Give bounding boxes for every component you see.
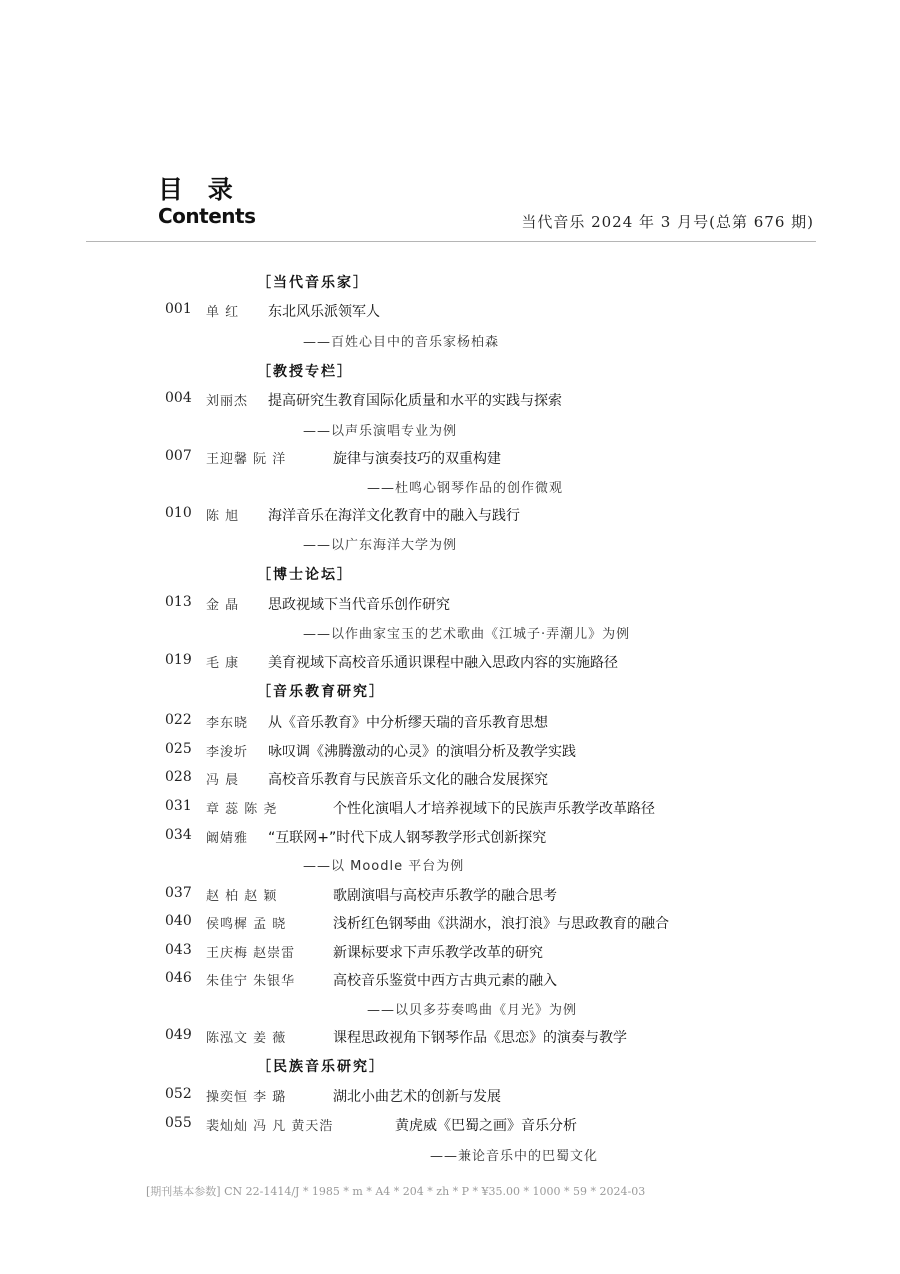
authors: 王庆梅 赵崇雷 [206, 946, 296, 961]
authors: 李浚圻 [206, 745, 249, 760]
article-title[interactable]: 海洋音乐在海洋文化教育中的融入与践行 [268, 508, 520, 524]
article-title[interactable]: 高校音乐教育与民族音乐文化的融合发展探究 [268, 772, 548, 788]
toc-section [0, 361, 900, 385]
toc-subtitle-row [0, 331, 900, 355]
toc-entry [0, 885, 900, 909]
toc-entry [0, 1086, 900, 1110]
article-title[interactable]: “互联网+”时代下成人钢琴教学形式创新探究 [268, 830, 547, 846]
page-number: 049 [165, 1027, 192, 1043]
page-number: 034 [165, 827, 192, 843]
issue-info: 当代音乐 2024 年 3 月号(总第 676 期) [521, 213, 814, 231]
article-title[interactable]: 个性化演唱人才培养视域下的民族声乐教学改革路径 [333, 801, 655, 817]
title-cn: 目 录 [158, 175, 241, 204]
toc-entry [0, 505, 900, 529]
toc-subtitle-row [0, 420, 900, 444]
toc-entry [0, 390, 900, 414]
page-number: 013 [165, 594, 192, 610]
section-heading: ［民族音乐研究］ [257, 1059, 385, 1075]
authors: 朱佳宁 朱银华 [206, 974, 296, 989]
authors: 陈泓文 姜 薇 [206, 1031, 287, 1046]
toc-section [0, 564, 900, 588]
article-title[interactable]: 浅析红色钢琴曲《洪湖水，浪打浪》与思政教育的融合 [333, 916, 669, 932]
page-number: 010 [165, 505, 192, 521]
article-subtitle: ——兼论音乐中的巴蜀文化 [430, 1149, 599, 1164]
article-subtitle: ——以广东海洋大学为例 [303, 538, 458, 553]
toc-section [0, 1056, 900, 1080]
authors: 操奕恒 李 璐 [206, 1090, 287, 1105]
toc-entry [0, 1027, 900, 1051]
article-title[interactable]: 美育视域下高校音乐通识课程中融入思政内容的实施路径 [268, 655, 618, 671]
toc-entry [0, 712, 900, 736]
article-title[interactable]: 旋律与演奏技巧的双重构建 [333, 451, 501, 467]
authors: 裴灿灿 冯 凡 黄天浩 [206, 1119, 334, 1134]
toc-entry [0, 652, 900, 676]
page-number: 046 [165, 970, 192, 986]
toc-subtitle-row [0, 855, 900, 879]
authors: 陈 旭 [206, 509, 240, 524]
article-title[interactable]: 黄虎威《巴蜀之画》音乐分析 [395, 1118, 577, 1134]
authors: 单 红 [206, 305, 240, 320]
section-heading: ［博士论坛］ [257, 567, 353, 583]
authors: 侯鸣樨 孟 晓 [206, 917, 287, 932]
title-en: Contents [158, 204, 256, 228]
authors: 刘丽杰 [206, 394, 249, 409]
toc-entry [0, 798, 900, 822]
article-title[interactable]: 思政视域下当代音乐创作研究 [268, 597, 450, 613]
page-number: 004 [165, 390, 192, 406]
article-subtitle: ——以声乐演唱专业为例 [303, 424, 458, 439]
page-number: 001 [165, 301, 192, 317]
page-number: 025 [165, 741, 192, 757]
article-subtitle: ——杜鸣心钢琴作品的创作微观 [367, 481, 564, 496]
authors: 阚婧雅 [206, 831, 249, 846]
article-title[interactable]: 歌剧演唱与高校声乐教学的融合思考 [333, 888, 557, 904]
page-number: 040 [165, 913, 192, 929]
page-number: 019 [165, 652, 192, 668]
toc-subtitle-row [0, 623, 900, 647]
article-title[interactable]: 高校音乐鉴赏中西方古典元素的融入 [333, 973, 557, 989]
article-title[interactable]: 新课标要求下声乐教学改革的研究 [333, 945, 543, 961]
section-heading: ［当代音乐家］ [257, 275, 369, 291]
page-number: 037 [165, 885, 192, 901]
page-number: 028 [165, 769, 192, 785]
toc-entry [0, 741, 900, 765]
article-subtitle: ——以贝多芬奏鸣曲《月光》为例 [367, 1003, 578, 1018]
journal-parameters: [期刊基本参数] CN 22-1414/J * 1985 * m * A4 * 204 * zh * P * ¥35.00 * 1000 * 59 * 2024-03 [146, 1185, 646, 1198]
toc-entry [0, 970, 900, 994]
authors: 章 蕊 陈 尧 [206, 802, 278, 817]
authors: 毛 康 [206, 656, 240, 671]
article-subtitle: ——以 Moodle 平台为例 [303, 859, 465, 874]
page-number: 052 [165, 1086, 192, 1102]
article-subtitle: ——以作曲家宝玉的艺术歌曲《江城子·弄潮儿》为例 [303, 627, 631, 642]
toc-entry [0, 827, 900, 851]
page-number: 007 [165, 448, 192, 464]
article-title[interactable]: 提高研究生教育国际化质量和水平的实践与探索 [268, 393, 562, 409]
article-subtitle: ——百姓心目中的音乐家杨柏森 [303, 335, 500, 350]
toc-entry [0, 913, 900, 937]
page-number: 043 [165, 942, 192, 958]
toc-section [0, 681, 900, 705]
toc-section [0, 272, 900, 296]
authors: 李东晓 [206, 716, 249, 731]
toc-subtitle-row [0, 534, 900, 558]
authors: 冯 晨 [206, 773, 240, 788]
toc-entry [0, 301, 900, 325]
article-title[interactable]: 课程思政视角下钢琴作品《思恋》的演奏与教学 [333, 1030, 627, 1046]
toc-entry [0, 769, 900, 793]
toc-entry [0, 942, 900, 966]
article-title[interactable]: 从《音乐教育》中分析缪天瑞的音乐教育思想 [268, 715, 548, 731]
authors: 金 晶 [206, 598, 240, 613]
toc-subtitle-row [0, 1145, 900, 1169]
section-heading: ［音乐教育研究］ [257, 684, 385, 700]
toc-subtitle-row [0, 477, 900, 501]
article-title[interactable]: 东北风乐派领军人 [268, 304, 380, 320]
toc-entry [0, 594, 900, 618]
toc-entry [0, 1115, 900, 1139]
toc-entry [0, 448, 900, 472]
authors: 王迎馨 阮 洋 [206, 452, 287, 467]
article-title[interactable]: 湖北小曲艺术的创新与发展 [333, 1089, 501, 1105]
authors: 赵 柏 赵 颖 [206, 889, 278, 904]
page-number: 022 [165, 712, 192, 728]
article-title[interactable]: 咏叹调《沸腾激动的心灵》的演唱分析及教学实践 [268, 744, 576, 760]
page-number: 055 [165, 1115, 192, 1131]
toc-subtitle-row [0, 999, 900, 1023]
page-number: 031 [165, 798, 192, 814]
section-heading: ［教授专栏］ [257, 364, 353, 380]
